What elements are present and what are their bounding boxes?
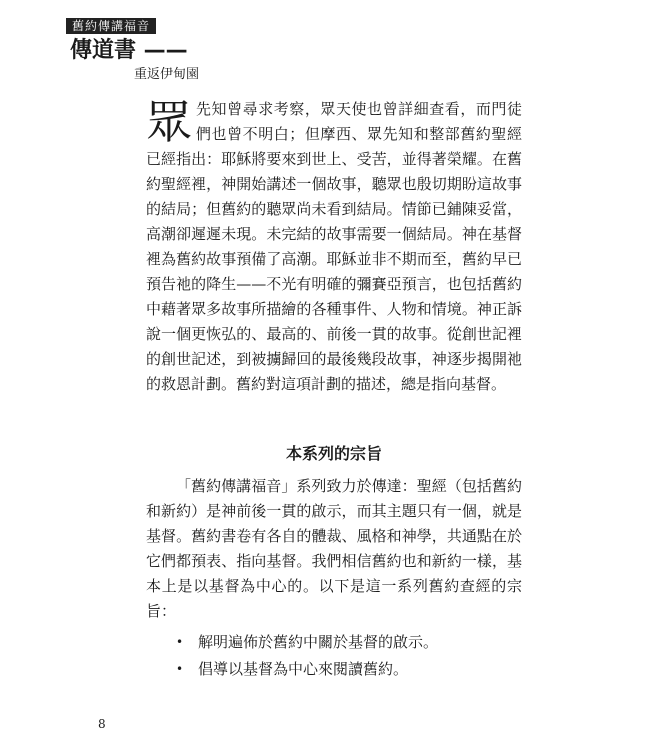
page-number: 8 [98,717,106,731]
list-item-text: 倡導以基督為中心來閱讀舊約。 [198,660,409,678]
purpose-list [146,630,522,682]
list-item-text: 解明遍佈於舊約中關於基督的啟示。 [198,633,439,651]
series-tag: 舊約傳講福音 [66,18,156,34]
book-subtitle: 重返伊甸園 [134,67,200,82]
body-text [146,97,522,684]
mission-paragraph: 「舊約傳講福音」系列致力於傳達：聖經（包括舊約和新約）是神前後一貫的啟示，而其主題只有一個，就是基督。舊約書卷有各自的體裁、風格和神學，共通點在於它們都預表、指向基督。我們相信舊約也和新約一樣，基本上是以基督為中心的。以下是這一系列舊約查經的宗旨： [146,477,522,620]
section-heading: 本系列的宗旨 [285,444,382,463]
intro-paragraph [146,97,522,422]
list-item [146,630,522,655]
drop-cap: 眾 [146,95,192,149]
intro-text: 先知曾尋求考察，眾天使也曾詳細查看，而門徒們也曾不明白；但摩西、眾先知和整部舊約聖經已經指出：耶穌將要來到世上、受苦，並得著榮耀。在舊約聖經裡，神開始講述一個故事，聽眾也殷切期盼這故事的結局；但舊約的聽眾尚未看到結局。情節已鋪陳妥當，高潮卻遲遲未現。未完結的故事需要一個結局。神在基督裡為舊約故事預備了高潮。耶穌並非不期而至，舊約早已預告祂的降生——不光有明確的彌賽亞預言，也包括舊約中藉著眾多故事所描繪的各種事件、人物和情境。神正訴說一個更恢弘的、最高的、前後一貫的故事。從創世記裡的創世記述，到被擄歸回的最後幾段故事，神逐步揭開祂的救恩計劃。舊約對這項計劃的描述，總是指向基督。 [146,100,522,393]
bullet-icon: • [176,635,184,649]
list-item [146,657,522,682]
book-title: 傳道書 —— [70,38,188,63]
bullet-icon: • [176,662,184,676]
